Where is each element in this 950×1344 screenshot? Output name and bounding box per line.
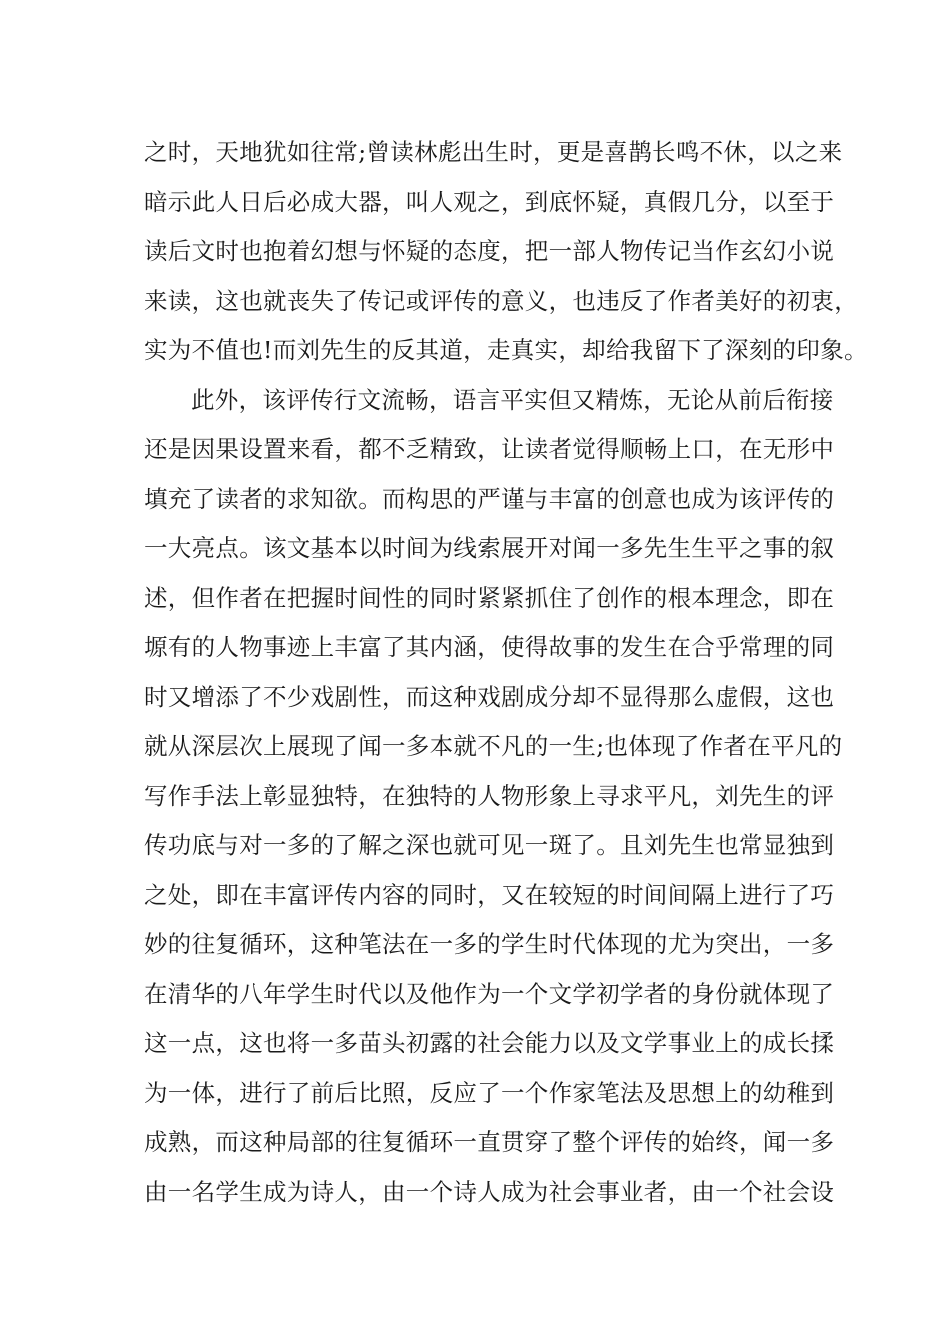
text-line: 实为不值也!而刘先生的反其道，走真实，却给我留下了深刻的印象。 bbox=[144, 336, 868, 364]
text-line: 这一点，这也将一多苗头初露的社会能力以及文学事业上的成长揉 bbox=[144, 1029, 835, 1057]
text-line: 述，但作者在把握时间性的同时紧紧抓住了创作的根本理念，即在 bbox=[144, 583, 835, 612]
text-line: 填充了读者的求知欲。而构思的严谨与丰富的创意也成为该评传的 bbox=[144, 484, 835, 513]
body-text bbox=[144, 128, 868, 1217]
text-line: 写作手法上彰显独特，在独特的人物形象上寻求平凡，刘先生的评 bbox=[144, 781, 835, 810]
text-line: 传功底与对一多的了解之深也就可见一斑了。且刘先生也常显独到 bbox=[144, 831, 835, 859]
text-line: 暗示此人日后必成大器，叫人观之，到底怀疑，真假几分，以至于 bbox=[144, 187, 835, 216]
text-line: 由一名学生成为诗人，由一个诗人成为社会事业者，由一个社会设 bbox=[144, 1177, 835, 1206]
text-line: 还是因果设置来看，都不乏精致，让读者觉得顺畅上口，在无形中 bbox=[144, 435, 835, 463]
text-line: 时又增添了不少戏剧性，而这种戏剧成分却不显得那么虚假，这也 bbox=[144, 682, 835, 711]
text-line: 成熟，而这种局部的往复循环一直贯穿了整个评传的始终，闻一多 bbox=[144, 1128, 835, 1156]
text-line: 妙的往复循环，这种笔法在一多的学生时代体现的尤为突出，一多 bbox=[144, 930, 835, 958]
text-line: 一大亮点。该文基本以时间为线索展开对闻一多先生生平之事的叙 bbox=[144, 534, 835, 562]
text-line: 读后文时也抱着幻想与怀疑的态度，把一部人物传记当作玄幻小说 bbox=[144, 237, 835, 265]
paragraph-first-line: 此外，该评传行文流畅，语言平实但又精炼，无论从前后衔接 bbox=[191, 385, 834, 414]
text-line: 为一体，进行了前后比照，反应了一个作家笔法及思想上的幼稚到 bbox=[144, 1078, 835, 1107]
text-line: 来读，这也就丧失了传记或评传的意义，也违反了作者美好的初衷， bbox=[144, 286, 858, 315]
text-line: 在清华的八年学生时代以及他作为一个文学初学者的身份就体现了 bbox=[144, 979, 835, 1008]
text-line: 就从深层次上展现了闻一多本就不凡的一生;也体现了作者在平凡的 bbox=[144, 732, 843, 760]
text-line: 之处，即在丰富评传内容的同时，又在较短的时间间隔上进行了巧 bbox=[144, 880, 835, 909]
text-line: 之时，天地犹如往常;曾读林彪出生时，更是喜鹊长鸣不休，以之来 bbox=[144, 138, 843, 166]
text-line: 塬有的人物事迹上丰富了其内涵，使得故事的发生在合乎常理的同 bbox=[144, 633, 835, 661]
